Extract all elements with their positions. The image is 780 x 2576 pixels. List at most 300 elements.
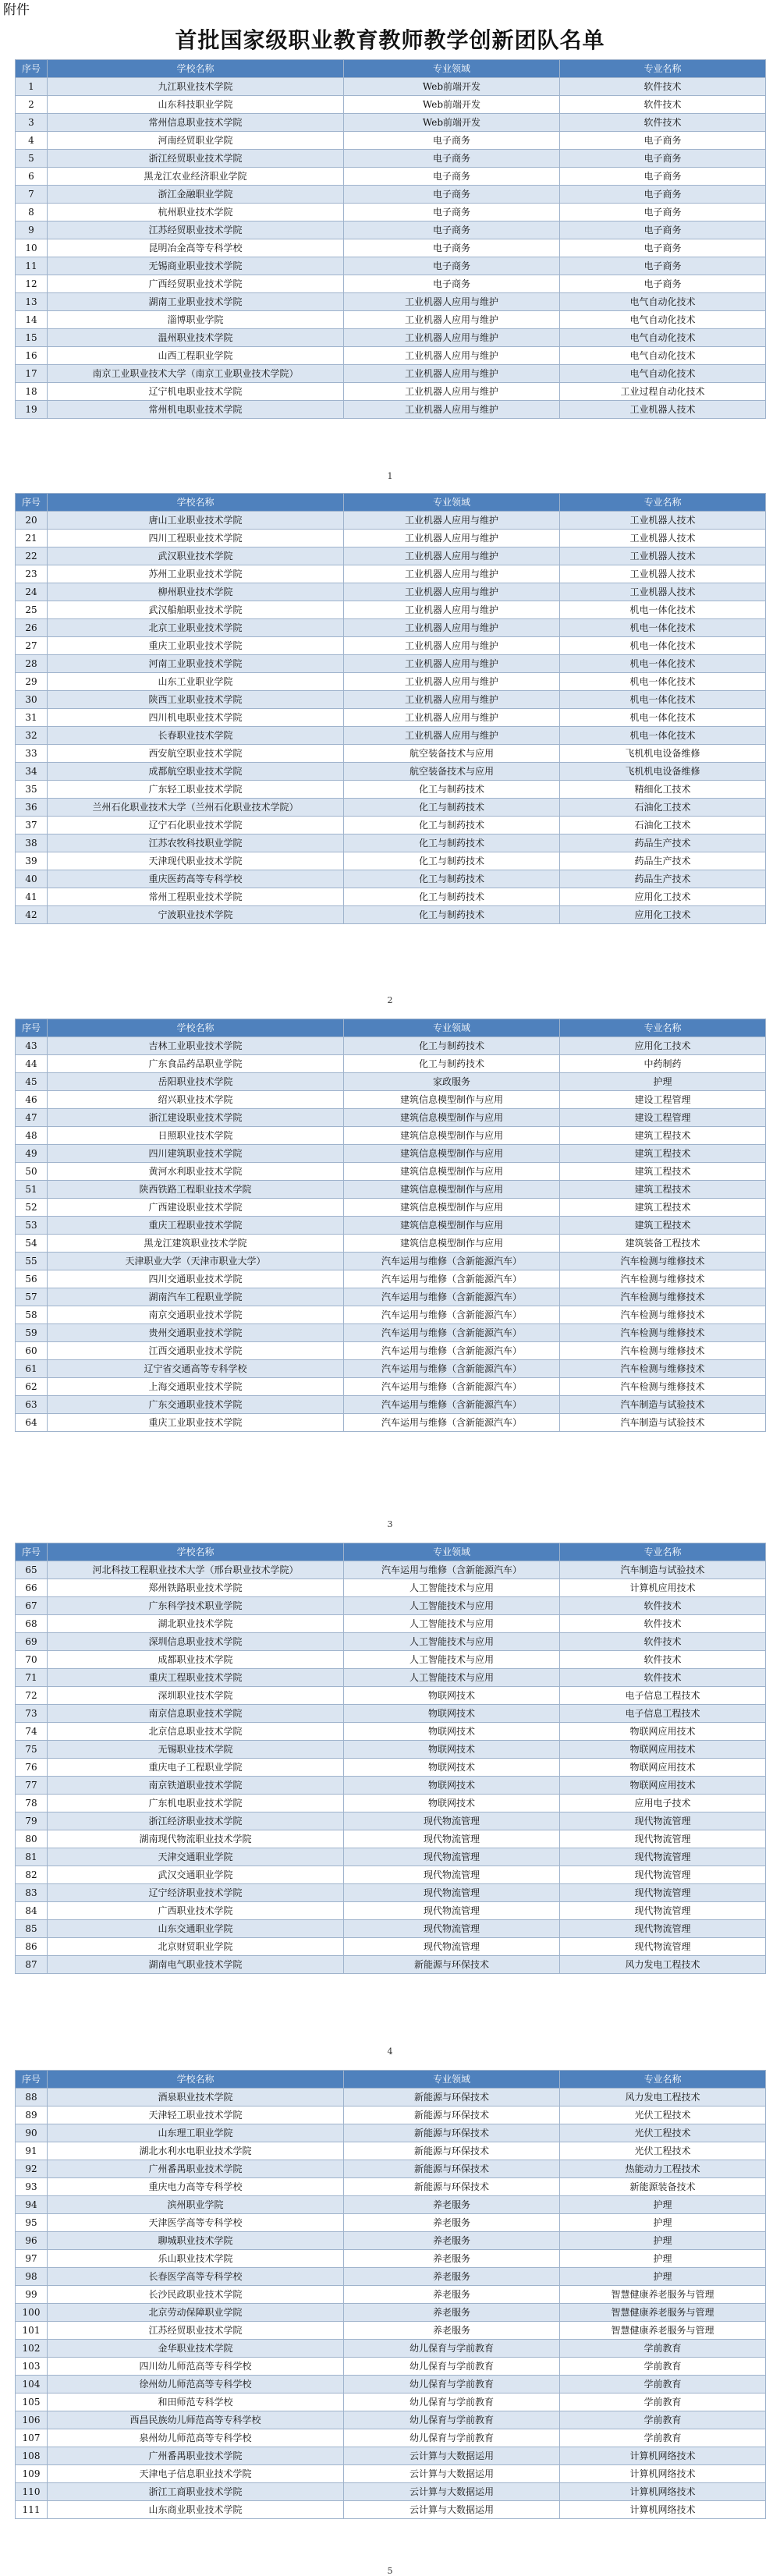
table-row: [16, 1109, 766, 1127]
cell-index: 28: [16, 655, 48, 673]
cell-index: 104: [16, 2376, 48, 2394]
table-row: [16, 2322, 766, 2340]
cell-field: 化工与制药技术: [344, 888, 560, 906]
cell-index: 6: [16, 168, 48, 186]
cell-field: 电子商务: [344, 204, 560, 221]
table-row: [16, 2196, 766, 2214]
cell-field: 云计算与大数据运用: [344, 2483, 560, 2501]
cell-school-name: 黑龙江农业经济职业学院: [48, 168, 344, 186]
header-field: 专业领域: [344, 2071, 560, 2089]
table-row: [16, 1884, 766, 1902]
cell-school-name: 苏州工业职业技术学院: [48, 565, 344, 583]
page-number: 3: [387, 1519, 393, 1529]
header-school-name: 学校名称: [48, 1543, 344, 1561]
table-row: [16, 1217, 766, 1235]
table-row: [16, 1414, 766, 1432]
cell-field: 人工智能技术与应用: [344, 1669, 560, 1687]
table-row: [16, 2394, 766, 2411]
cell-major: 现代物流管理: [560, 1938, 766, 1956]
cell-field: 物联网技术: [344, 1687, 560, 1705]
roster-table: [15, 493, 766, 924]
cell-major: 工业机器人技术: [560, 530, 766, 547]
cell-school-name: 北京劳动保障职业学院: [48, 2304, 344, 2322]
cell-school-name: 兰州石化职业技术大学（兰州石化职业技术学院）: [48, 799, 344, 817]
cell-index: 87: [16, 1956, 48, 1974]
table-row: [16, 888, 766, 906]
cell-school-name: 广西建设职业技术学院: [48, 1199, 344, 1217]
cell-index: 79: [16, 1812, 48, 1830]
table-row: [16, 1812, 766, 1830]
cell-major: 应用电子技术: [560, 1795, 766, 1812]
table-row: [16, 1306, 766, 1324]
header-major: 专业名称: [560, 1019, 766, 1037]
cell-field: 家政服务: [344, 1073, 560, 1091]
cell-school-name: 重庆电子工程职业学院: [48, 1759, 344, 1777]
cell-index: 26: [16, 619, 48, 637]
page-number: 1: [387, 471, 393, 481]
cell-major: 汽车检测与维修技术: [560, 1288, 766, 1306]
table-row: [16, 1324, 766, 1342]
cell-index: 10: [16, 239, 48, 257]
cell-major: 学前教育: [560, 2411, 766, 2429]
table-row: [16, 834, 766, 852]
cell-index: 90: [16, 2124, 48, 2142]
table-row: [16, 781, 766, 799]
cell-major: 护理: [560, 2250, 766, 2268]
table-row: [16, 1163, 766, 1181]
cell-field: 养老服务: [344, 2268, 560, 2286]
cell-index: 97: [16, 2250, 48, 2268]
table-row: [16, 132, 766, 150]
cell-index: 12: [16, 275, 48, 293]
table-row: [16, 239, 766, 257]
cell-school-name: 辽宁经济职业技术学院: [48, 1884, 344, 1902]
cell-field: 电子商务: [344, 150, 560, 168]
cell-school-name: 柳州职业技术学院: [48, 583, 344, 601]
cell-field: 工业机器人应用与维护: [344, 329, 560, 347]
cell-field: 工业机器人应用与维护: [344, 655, 560, 673]
table-row: [16, 691, 766, 709]
cell-index: 52: [16, 1199, 48, 1217]
cell-major: 新能源装备技术: [560, 2178, 766, 2196]
cell-school-name: 杭州职业技术学院: [48, 204, 344, 221]
cell-school-name: 南京工业职业技术大学（南京工业职业技术学院）: [48, 365, 344, 383]
cell-index: 67: [16, 1597, 48, 1615]
header-school-name: 学校名称: [48, 2071, 344, 2089]
cell-index: 39: [16, 852, 48, 870]
cell-index: 15: [16, 329, 48, 347]
cell-school-name: 西昌民族幼儿师范高等专科学校: [48, 2411, 344, 2429]
cell-field: 物联网技术: [344, 1741, 560, 1759]
cell-major: 现代物流管理: [560, 1830, 766, 1848]
table-row: [16, 2160, 766, 2178]
cell-school-name: 滨州职业学院: [48, 2196, 344, 2214]
cell-school-name: 山东理工职业学院: [48, 2124, 344, 2142]
cell-field: 工业机器人应用与维护: [344, 365, 560, 383]
table-header-row: [16, 1019, 766, 1037]
cell-major: 应用化工技术: [560, 906, 766, 924]
table-row: [16, 1055, 766, 1073]
cell-index: 20: [16, 512, 48, 530]
table-row: [16, 655, 766, 673]
cell-field: 工业机器人应用与维护: [344, 347, 560, 365]
cell-school-name: 辽宁省交通高等专科学校: [48, 1360, 344, 1378]
cell-index: 61: [16, 1360, 48, 1378]
cell-index: 35: [16, 781, 48, 799]
cell-school-name: 天津电子信息职业技术学院: [48, 2465, 344, 2483]
cell-index: 99: [16, 2286, 48, 2304]
cell-field: 物联网技术: [344, 1759, 560, 1777]
cell-index: 88: [16, 2089, 48, 2107]
cell-index: 71: [16, 1669, 48, 1687]
cell-field: 化工与制药技术: [344, 834, 560, 852]
table-row: [16, 817, 766, 834]
cell-major: 护理: [560, 2196, 766, 2214]
cell-major: 风力发电工程技术: [560, 1956, 766, 1974]
cell-school-name: 湖南工业职业技术学院: [48, 293, 344, 311]
cell-school-name: 浙江金融职业学院: [48, 186, 344, 204]
table-row: [16, 2501, 766, 2519]
cell-field: 养老服务: [344, 2214, 560, 2232]
table-row: [16, 2340, 766, 2358]
cell-school-name: 唐山工业职业技术学院: [48, 512, 344, 530]
header-major: 专业名称: [560, 2071, 766, 2089]
cell-index: 13: [16, 293, 48, 311]
cell-field: 新能源与环保技术: [344, 2107, 560, 2124]
cell-field: 化工与制药技术: [344, 1037, 560, 1055]
cell-index: 9: [16, 221, 48, 239]
cell-index: 27: [16, 637, 48, 655]
cell-field: 电子商务: [344, 257, 560, 275]
header-field: 专业领域: [344, 494, 560, 512]
cell-major: 应用化工技术: [560, 1037, 766, 1055]
cell-major: 计算机网络技术: [560, 2501, 766, 2519]
cell-major: 现代物流管理: [560, 1848, 766, 1866]
cell-field: 物联网技术: [344, 1705, 560, 1723]
cell-index: 105: [16, 2394, 48, 2411]
table-row: [16, 673, 766, 691]
table-row: [16, 2124, 766, 2142]
cell-major: 建筑工程技术: [560, 1163, 766, 1181]
cell-school-name: 日照职业技术学院: [48, 1127, 344, 1145]
cell-major: 软件技术: [560, 96, 766, 114]
cell-school-name: 山东工业职业学院: [48, 673, 344, 691]
table-row: [16, 2142, 766, 2160]
table-row: [16, 727, 766, 745]
cell-index: 29: [16, 673, 48, 691]
cell-major: 建筑工程技术: [560, 1181, 766, 1199]
cell-major: 机电一体化技术: [560, 655, 766, 673]
cell-index: 17: [16, 365, 48, 383]
cell-school-name: 南京铁道职业技术学院: [48, 1777, 344, 1795]
cell-major: 建筑工程技术: [560, 1145, 766, 1163]
cell-field: 工业机器人应用与维护: [344, 691, 560, 709]
cell-major: 护理: [560, 2232, 766, 2250]
cell-school-name: 北京工业职业技术学院: [48, 619, 344, 637]
table-row: [16, 799, 766, 817]
cell-field: 建筑信息模型制作与应用: [344, 1235, 560, 1253]
cell-index: 22: [16, 547, 48, 565]
cell-major: 机电一体化技术: [560, 727, 766, 745]
cell-major: 电子商务: [560, 168, 766, 186]
header-field: 专业领域: [344, 1019, 560, 1037]
cell-index: 19: [16, 401, 48, 419]
cell-field: 云计算与大数据运用: [344, 2447, 560, 2465]
cell-index: 1: [16, 78, 48, 96]
cell-field: 工业机器人应用与维护: [344, 565, 560, 583]
cell-school-name: 无锡职业技术学院: [48, 1741, 344, 1759]
table-row: [16, 1561, 766, 1579]
cell-field: 现代物流管理: [344, 1812, 560, 1830]
cell-field: 建筑信息模型制作与应用: [344, 1181, 560, 1199]
cell-school-name: 成都职业技术学院: [48, 1651, 344, 1669]
table-row: [16, 78, 766, 96]
cell-major: 电子商务: [560, 257, 766, 275]
table-row: [16, 2411, 766, 2429]
cell-index: 108: [16, 2447, 48, 2465]
table-row: [16, 1073, 766, 1091]
cell-major: 学前教育: [560, 2376, 766, 2394]
cell-school-name: 广州番禺职业技术学院: [48, 2447, 344, 2465]
attachment-label: 附件: [3, 2, 30, 18]
header-index: 序号: [16, 1019, 48, 1037]
table-row: [16, 2483, 766, 2501]
cell-index: 103: [16, 2358, 48, 2376]
roster-table: [15, 1019, 766, 1432]
cell-index: 50: [16, 1163, 48, 1181]
cell-major: 光伏工程技术: [560, 2124, 766, 2142]
cell-major: 学前教育: [560, 2358, 766, 2376]
cell-field: 建筑信息模型制作与应用: [344, 1127, 560, 1145]
cell-school-name: 广西职业技术学院: [48, 1902, 344, 1920]
table-row: [16, 1687, 766, 1705]
cell-school-name: 广东机电职业技术学院: [48, 1795, 344, 1812]
cell-major: 物联网应用技术: [560, 1741, 766, 1759]
table-row: [16, 2304, 766, 2322]
cell-major: 电子商务: [560, 186, 766, 204]
cell-field: Web前端开发: [344, 114, 560, 132]
cell-field: 人工智能技术与应用: [344, 1615, 560, 1633]
table-row: [16, 150, 766, 168]
cell-index: 7: [16, 186, 48, 204]
table-header-row: [16, 1543, 766, 1561]
cell-index: 32: [16, 727, 48, 745]
cell-school-name: 河南经贸职业学院: [48, 132, 344, 150]
cell-school-name: 辽宁石化职业技术学院: [48, 817, 344, 834]
table-row: [16, 2358, 766, 2376]
cell-school-name: 浙江建设职业技术学院: [48, 1109, 344, 1127]
cell-school-name: 无锡商业职业技术学院: [48, 257, 344, 275]
cell-school-name: 山东科技职业学院: [48, 96, 344, 114]
cell-major: 工业机器人技术: [560, 565, 766, 583]
cell-school-name: 重庆工业职业技术学院: [48, 1414, 344, 1432]
table-header-row: [16, 60, 766, 78]
cell-field: Web前端开发: [344, 78, 560, 96]
cell-index: 111: [16, 2501, 48, 2519]
cell-field: 养老服务: [344, 2304, 560, 2322]
cell-major: 现代物流管理: [560, 1920, 766, 1938]
cell-field: 工业机器人应用与维护: [344, 583, 560, 601]
cell-field: 现代物流管理: [344, 1902, 560, 1920]
cell-field: 电子商务: [344, 132, 560, 150]
cell-field: 幼儿保育与学前教育: [344, 2411, 560, 2429]
header-school-name: 学校名称: [48, 1019, 344, 1037]
cell-major: 学前教育: [560, 2394, 766, 2411]
cell-index: 55: [16, 1253, 48, 1270]
cell-field: 建筑信息模型制作与应用: [344, 1217, 560, 1235]
cell-index: 98: [16, 2268, 48, 2286]
cell-major: 飞机机电设备维修: [560, 745, 766, 763]
header-index: 序号: [16, 60, 48, 78]
cell-field: 工业机器人应用与维护: [344, 547, 560, 565]
cell-field: 幼儿保育与学前教育: [344, 2340, 560, 2358]
cell-school-name: 山东交通职业学院: [48, 1920, 344, 1938]
cell-school-name: 绍兴职业技术学院: [48, 1091, 344, 1109]
cell-field: Web前端开发: [344, 96, 560, 114]
cell-index: 100: [16, 2304, 48, 2322]
table-row: [16, 1145, 766, 1163]
cell-school-name: 淄博职业学院: [48, 311, 344, 329]
cell-school-name: 江苏经贸职业技术学院: [48, 221, 344, 239]
cell-index: 3: [16, 114, 48, 132]
cell-index: 109: [16, 2465, 48, 2483]
roster-table: [15, 1543, 766, 1974]
cell-index: 107: [16, 2429, 48, 2447]
cell-field: 物联网技术: [344, 1723, 560, 1741]
cell-index: 48: [16, 1127, 48, 1145]
cell-school-name: 湖北职业技术学院: [48, 1615, 344, 1633]
cell-major: 现代物流管理: [560, 1884, 766, 1902]
cell-index: 77: [16, 1777, 48, 1795]
cell-school-name: 黄河水利职业技术学院: [48, 1163, 344, 1181]
cell-index: 60: [16, 1342, 48, 1360]
cell-index: 53: [16, 1217, 48, 1235]
cell-index: 63: [16, 1396, 48, 1414]
header-major: 专业名称: [560, 1543, 766, 1561]
cell-major: 计算机网络技术: [560, 2483, 766, 2501]
table-row: [16, 1127, 766, 1145]
table-row: [16, 1360, 766, 1378]
cell-major: 护理: [560, 2214, 766, 2232]
table-row: [16, 512, 766, 530]
cell-index: 57: [16, 1288, 48, 1306]
cell-major: 应用化工技术: [560, 888, 766, 906]
table-row: [16, 583, 766, 601]
cell-school-name: 武汉船舶职业技术学院: [48, 601, 344, 619]
cell-index: 80: [16, 1830, 48, 1848]
cell-major: 计算机应用技术: [560, 1579, 766, 1597]
cell-index: 93: [16, 2178, 48, 2196]
cell-field: 工业机器人应用与维护: [344, 637, 560, 655]
cell-major: 建筑工程技术: [560, 1217, 766, 1235]
cell-field: 工业机器人应用与维护: [344, 727, 560, 745]
cell-field: 养老服务: [344, 2286, 560, 2304]
cell-school-name: 天津轻工职业技术学院: [48, 2107, 344, 2124]
cell-field: 新能源与环保技术: [344, 2124, 560, 2142]
cell-index: 94: [16, 2196, 48, 2214]
table-row: [16, 1235, 766, 1253]
cell-school-name: 北京信息职业技术学院: [48, 1723, 344, 1741]
cell-school-name: 陕西工业职业技术学院: [48, 691, 344, 709]
cell-major: 电子商务: [560, 150, 766, 168]
cell-field: 工业机器人应用与维护: [344, 401, 560, 419]
cell-index: 95: [16, 2214, 48, 2232]
cell-school-name: 广东轻工职业技术学院: [48, 781, 344, 799]
cell-field: 化工与制药技术: [344, 781, 560, 799]
cell-school-name: 湖南汽车工程职业学院: [48, 1288, 344, 1306]
cell-index: 64: [16, 1414, 48, 1432]
cell-major: 电子信息工程技术: [560, 1687, 766, 1705]
cell-field: 现代物流管理: [344, 1884, 560, 1902]
table-row: [16, 745, 766, 763]
cell-school-name: 广东食品药品职业学院: [48, 1055, 344, 1073]
cell-field: 汽车运用与维修（含新能源汽车）: [344, 1360, 560, 1378]
cell-major: 电气自动化技术: [560, 347, 766, 365]
cell-field: 工业机器人应用与维护: [344, 311, 560, 329]
cell-school-name: 河南工业职业技术学院: [48, 655, 344, 673]
table-row: [16, 530, 766, 547]
cell-school-name: 天津现代职业技术学院: [48, 852, 344, 870]
cell-major: 现代物流管理: [560, 1902, 766, 1920]
cell-index: 56: [16, 1270, 48, 1288]
cell-field: 建筑信息模型制作与应用: [344, 1199, 560, 1217]
cell-field: 物联网技术: [344, 1777, 560, 1795]
cell-major: 工业过程自动化技术: [560, 383, 766, 401]
cell-field: 幼儿保育与学前教育: [344, 2358, 560, 2376]
cell-major: 建设工程管理: [560, 1109, 766, 1127]
table-row: [16, 2286, 766, 2304]
cell-major: 电气自动化技术: [560, 329, 766, 347]
cell-school-name: 温州职业技术学院: [48, 329, 344, 347]
cell-major: 电子商务: [560, 239, 766, 257]
table-row: [16, 2107, 766, 2124]
page-number: 4: [387, 2046, 393, 2057]
cell-major: 物联网应用技术: [560, 1777, 766, 1795]
cell-field: 汽车运用与维修（含新能源汽车）: [344, 1253, 560, 1270]
cell-index: 37: [16, 817, 48, 834]
cell-field: 建筑信息模型制作与应用: [344, 1163, 560, 1181]
cell-major: 汽车制造与试验技术: [560, 1561, 766, 1579]
cell-field: 化工与制药技术: [344, 817, 560, 834]
cell-school-name: 九江职业技术学院: [48, 78, 344, 96]
cell-major: 机电一体化技术: [560, 619, 766, 637]
table-row: [16, 2376, 766, 2394]
cell-major: 电子信息工程技术: [560, 1705, 766, 1723]
table-row: [16, 1830, 766, 1848]
cell-field: 电子商务: [344, 221, 560, 239]
page-number: 5: [387, 2566, 393, 2576]
cell-field: 化工与制药技术: [344, 906, 560, 924]
cell-school-name: 泉州幼儿师范高等专科学校: [48, 2429, 344, 2447]
cell-school-name: 陕西铁路工程职业技术学院: [48, 1181, 344, 1199]
cell-school-name: 深圳职业技术学院: [48, 1687, 344, 1705]
cell-index: 85: [16, 1920, 48, 1938]
cell-field: 养老服务: [344, 2196, 560, 2214]
cell-major: 现代物流管理: [560, 1866, 766, 1884]
cell-school-name: 长春医学高等专科学校: [48, 2268, 344, 2286]
cell-field: 新能源与环保技术: [344, 2160, 560, 2178]
cell-index: 51: [16, 1181, 48, 1199]
header-field: 专业领域: [344, 1543, 560, 1561]
cell-index: 106: [16, 2411, 48, 2429]
cell-index: 62: [16, 1378, 48, 1396]
table-row: [16, 311, 766, 329]
cell-field: 汽车运用与维修（含新能源汽车）: [344, 1396, 560, 1414]
cell-school-name: 乐山职业技术学院: [48, 2250, 344, 2268]
cell-index: 31: [16, 709, 48, 727]
cell-index: 38: [16, 834, 48, 852]
cell-major: 汽车检测与维修技术: [560, 1324, 766, 1342]
